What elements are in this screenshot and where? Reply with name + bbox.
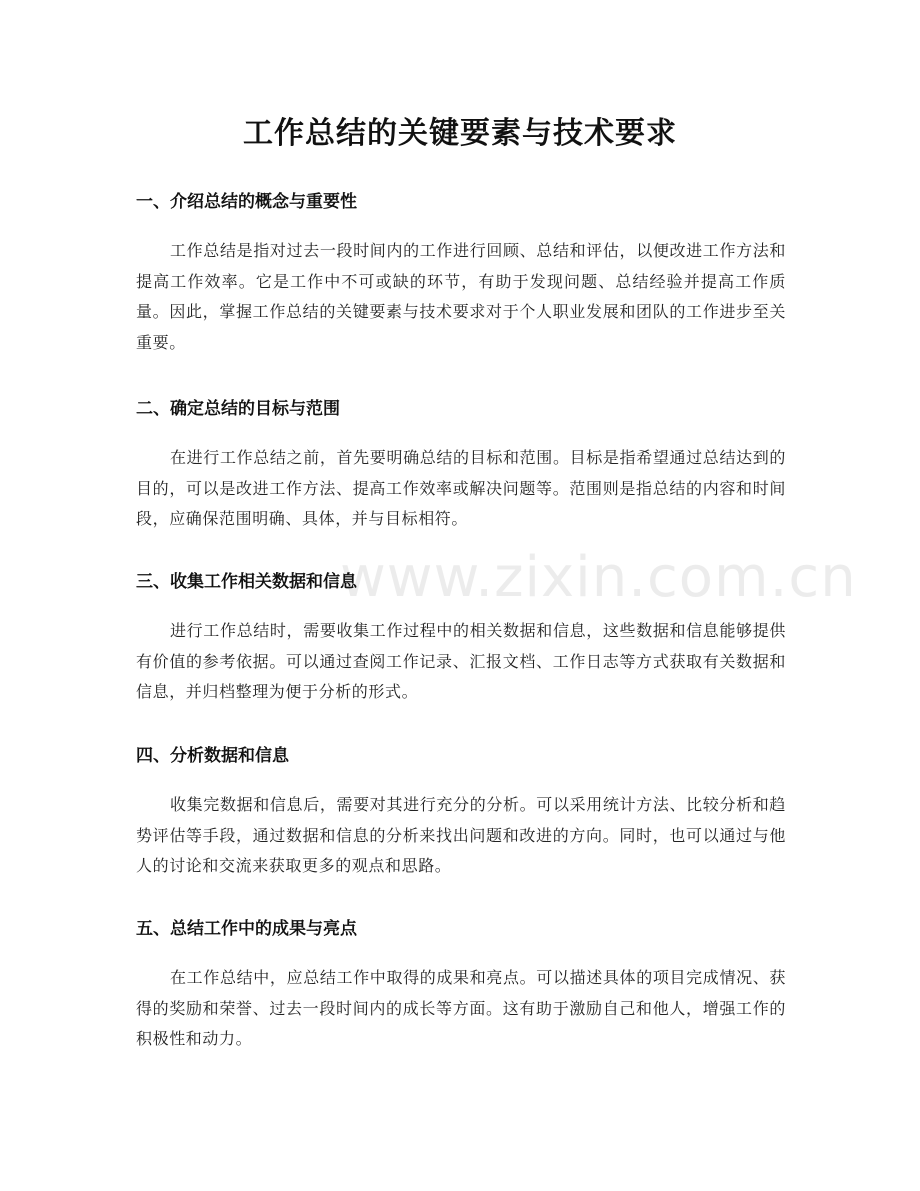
- section-1: [136, 190, 786, 358]
- section-heading: 三、收集工作相关数据和信息: [136, 572, 357, 592]
- section-paragraph: 工作总结是指对过去一段时间内的工作进行回顾、总结和评估，以便改进工作方法和提高工作效率。它是工作中不可或缺的环节，有助于发现问题、总结经验并提高工作质量。因此，掌握工作总结的关键要素与技术要求对于个人职业发展和团队的工作进步至关重要。: [136, 241, 786, 352]
- watermark: www.zixin.com.cn: [340, 545, 857, 610]
- section-heading: 四、分析数据和信息: [136, 746, 289, 766]
- section-paragraph: 在工作总结中，应总结工作中取得的成果和亮点。可以描述具体的项目完成情况、获得的奖励和荣誉、过去一段时间内的成长等方面。这有助于激励自己和他人，增强工作的积极性和动力。: [136, 968, 786, 1048]
- section-paragraph: 在进行工作总结之前，首先要明确总结的目标和范围。目标是指希望通过总结达到的目的，可以是改进工作方法、提高工作效率或解决问题等。范围则是指总结的内容和时间段，应确保范围明确、具体，并与目标相符。: [136, 448, 786, 528]
- section-heading: 五、总结工作中的成果与亮点: [136, 919, 357, 939]
- section-5: [136, 917, 786, 1055]
- section-2: [136, 397, 786, 535]
- section-4: [136, 744, 786, 882]
- section-paragraph: 收集完数据和信息后，需要对其进行充分的分析。可以采用统计方法、比较分析和趋势评估等手段，通过数据和信息的分析来找出问题和改进的方向。同时，也可以通过与他人的讨论和交流来获取更多的观点和思路。: [136, 795, 786, 875]
- section-heading: 一、介绍总结的概念与重要性: [136, 192, 357, 212]
- document-title: 工作总结的关键要素与技术要求: [243, 116, 677, 151]
- section-heading: 二、确定总结的目标与范围: [136, 399, 340, 419]
- section-3: [136, 570, 786, 708]
- section-paragraph: 进行工作总结时，需要收集工作过程中的相关数据和信息，这些数据和信息能够提供有价值的参考依据。可以通过查阅工作记录、汇报文档、工作日志等方式获取有关数据和信息，并归档整理为便于分析的形式。: [136, 621, 786, 701]
